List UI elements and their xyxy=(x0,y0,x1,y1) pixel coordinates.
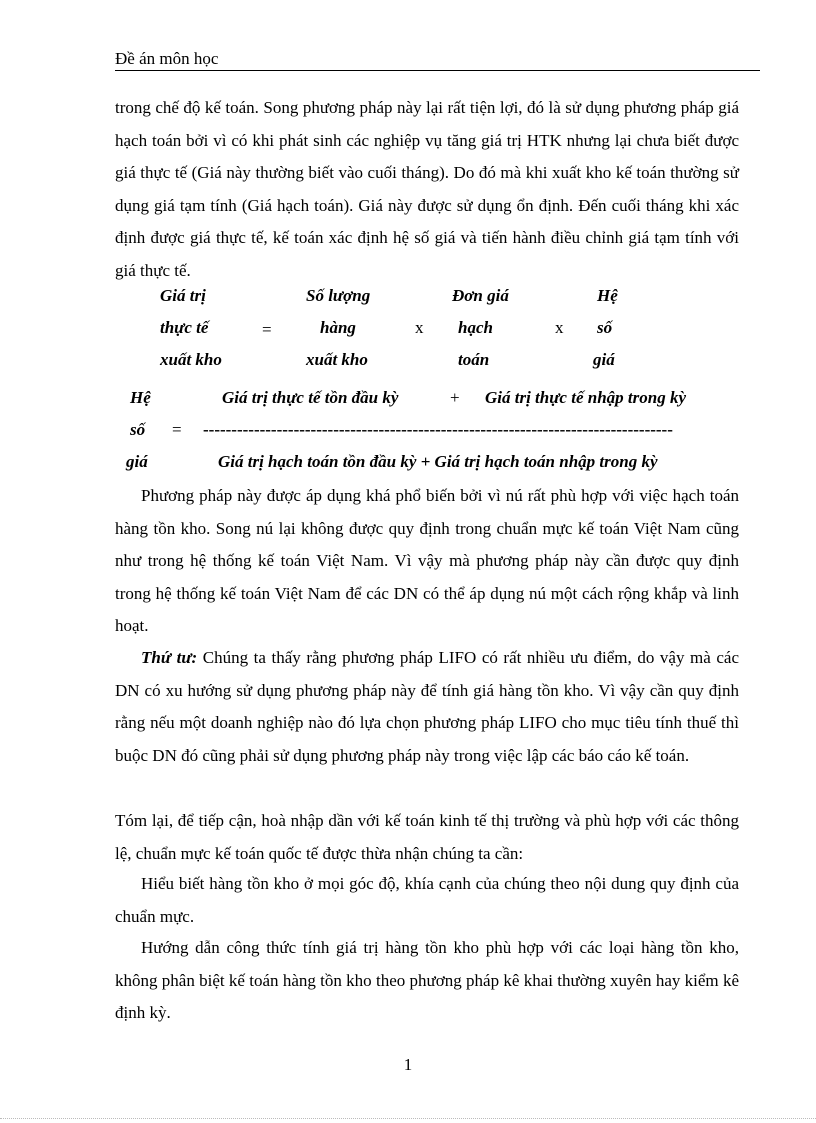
formula1-term-2-line-2: hàng xyxy=(320,318,356,337)
formula2-numerator-b: Giá trị thực tế nhập trong kỳ xyxy=(485,388,686,407)
paragraph-2: Phương pháp này được áp dụng khá phổ biến bởi vì nú rất phù hợp với việc hạch toán hàng tồn kho. Song nú lại không được quy định trong chuẩn mực kế toán Việt Nam cũng như trong hệ thống kế toán Việt Nam. Vì vậy mà phương pháp này cần được quy định trong hệ thống kế toán Việt Nam để các DN có thể áp dụng nú một cách rộng khắp và linh hoạt. xyxy=(115,486,739,635)
formula-price-coefficient xyxy=(0,386,816,476)
page-bottom-divider xyxy=(0,1118,816,1119)
formula2-denominator: Giá trị hạch toán tồn đầu kỳ + Giá trị hạch toán nhập trong kỳ xyxy=(218,452,658,471)
formula2-fraction-bar: ----------------------------------------------------------------------------------- xyxy=(203,420,673,439)
paragraph-3-body: Chúng ta thấy rằng phương pháp LIFO có rất nhiều ưu điểm, do vậy mà các DN có xu hướng sử dụng phương pháp này để tính giá hàng tồn kho. Vì vậy cần quy định rằng nếu một doanh nghiệp nào đó lựa chọn phương pháp LIFO cho mục tiêu tính thuế thì buộc DN đó cũng phải sử dụng phương pháp này trong việc lập các báo cáo kế toán. xyxy=(115,648,740,765)
formula1-term-1-line-2: thực tế xyxy=(160,318,209,337)
paragraph-1: trong chế độ kế toán. Song phương pháp này lại rất tiện lợi, đó là sử dụng phương pháp giá hạch toán bởi vì có khi phát sinh các nghiệp vụ tăng giá trị HTK nhưng lại chưa biết được giá thực tế (Giá này thường biết vào cuối tháng). Do đó mà khi xuất kho kế toán thường sử dụng giá tạm tính (Giá hạch toán). Giá này được sử dụng ổn định. Đến cuối tháng khi xác định được giá thực tế, kế toán xác định hệ số giá và tiến hành điều chỉnh giá tạm tính với giá thực tế. xyxy=(115,98,739,280)
formula1-equals: = xyxy=(262,320,272,339)
formula2-plus: + xyxy=(450,388,460,407)
formula1-term-3-line-1: Đơn giá xyxy=(452,286,509,305)
paragraph-6: Hướng dẫn công thức tính giá trị hàng tồn kho phù hợp với các loại hàng tồn kho, không phân biệt kế toán hàng tồn kho theo phương pháp kê khai thường xuyên hay kiểm kê định kỳ. xyxy=(115,938,739,1022)
formula1-term-4-line-2: số xyxy=(597,318,613,337)
formula2-lhs-line-1: Hệ xyxy=(130,388,151,407)
formula1-term-2-line-3: xuất kho xyxy=(306,350,368,369)
formula2-lhs-line-3: giá xyxy=(126,452,148,471)
page-number: 1 xyxy=(403,1055,413,1074)
formula1-term-4-line-1: Hệ xyxy=(597,286,618,305)
formula1-term-2-line-1: Số lượng xyxy=(306,286,371,305)
paragraph-3-lead: Thứ tư: xyxy=(141,648,198,667)
formula2-equals: = xyxy=(172,420,182,439)
formula2-lhs-line-2: số xyxy=(130,420,146,439)
formula1-multiply-2: x xyxy=(555,318,564,337)
formula2-numerator-a: Giá trị thực tế tồn đầu kỳ xyxy=(222,388,399,407)
formula1-term-1-line-3: xuất kho xyxy=(160,350,222,369)
formula1-multiply-1: x xyxy=(415,318,424,337)
paragraph-5: Hiểu biết hàng tồn kho ở mọi góc độ, khía cạnh của chúng theo nội dung quy định của chuẩn mực. xyxy=(115,874,739,926)
formula1-term-1-line-1: Giá trị xyxy=(160,286,206,305)
paragraph-4: Tóm lại, để tiếp cận, hoà nhập dần với kế toán kinh tế thị trường và phù hợp với các thông lệ, chuẩn mực kế toán quốc tế được thừa nhận chúng ta cần: xyxy=(115,811,739,863)
formula1-term-3-line-3: toán xyxy=(458,350,490,369)
formula1-term-4-line-3: giá xyxy=(593,350,615,369)
page-header: Đề án môn học xyxy=(115,48,760,71)
formula1-term-3-line-2: hạch xyxy=(458,318,493,337)
formula-actual-value xyxy=(0,286,816,382)
paragraph-3 xyxy=(115,642,739,772)
